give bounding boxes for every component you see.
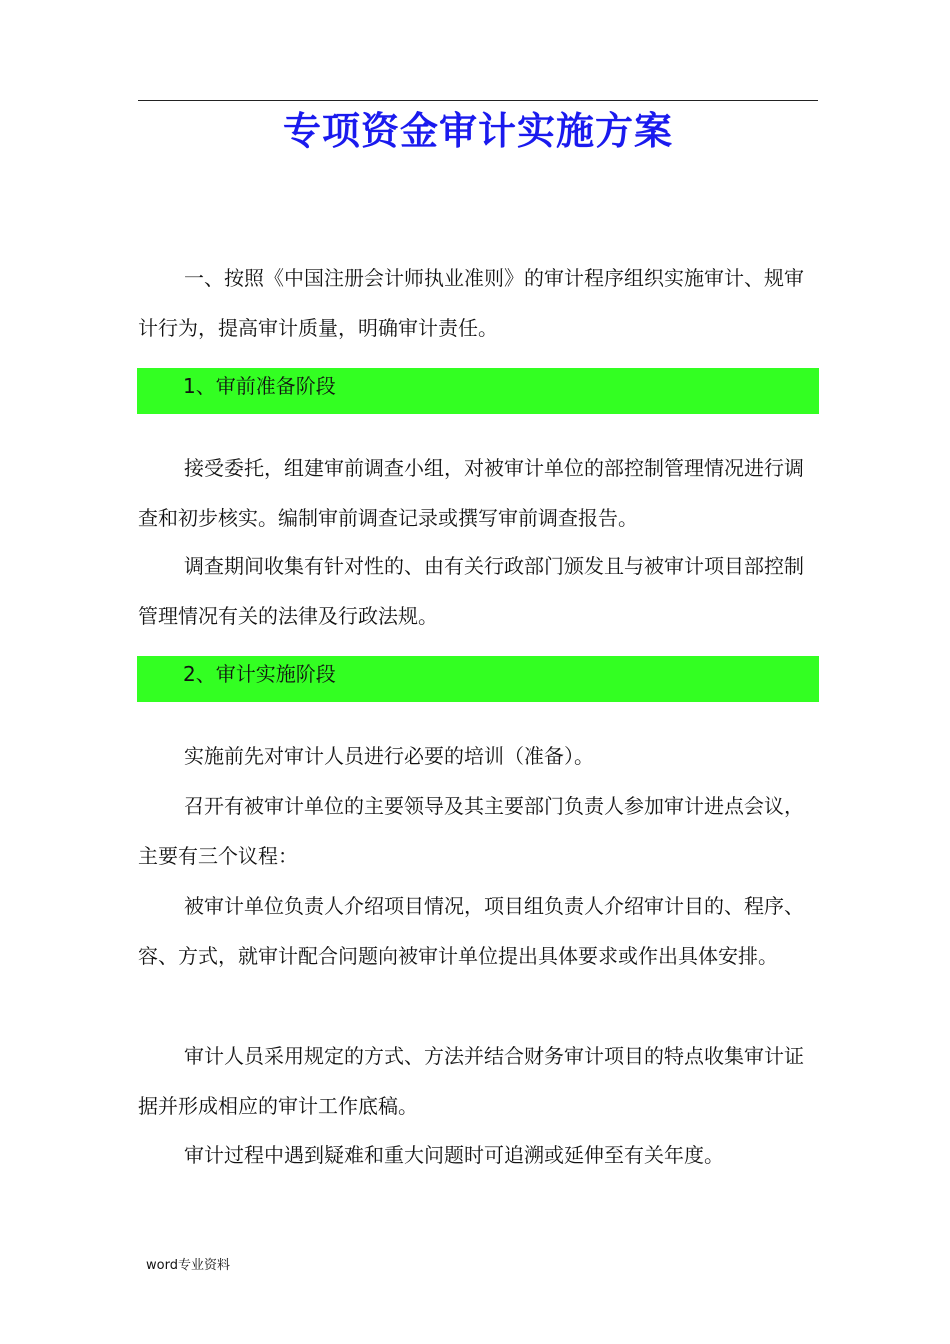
section-heading-1: [137, 368, 819, 414]
section1-paragraph-2: 调查期间收集有针对性的、由有关行政部门颁发且与被审计项目部控制管理情况有关的法律及行政法规。: [138, 554, 804, 628]
section1-paragraph-1: 接受委托，组建审前调查小组，对被审计单位的部控制管理情况进行调查和初步核实。编制审前调查记录或撰写审前调查报告。: [138, 456, 804, 530]
header-rule: [138, 100, 818, 101]
section2-paragraph-5: 审计过程中遇到疑难和重大问题时可追溯或延伸至有关年度。: [184, 1143, 724, 1167]
section-heading-2-label: 2、审计实施阶段: [183, 662, 336, 686]
page-footer: word专业资料: [146, 1258, 230, 1273]
document-title: 专项资金审计实施方案: [282, 109, 673, 153]
section2-paragraph-1: 实施前先对审计人员进行必要的培训（准备）。: [184, 744, 594, 768]
section-heading-2: [137, 656, 819, 702]
section2-paragraph-3: 被审计单位负责人介绍项目情况，项目组负责人介绍审计目的、程序、容、方式，就审计配合问题向被审计单位提出具体要求或作出具体安排。: [138, 894, 804, 968]
section2-paragraph-2: 召开有被审计单位的主要领导及其主要部门负责人参加审计进点会议，主要有三个议程：: [138, 794, 804, 868]
intro-paragraph: 一、按照《中国注册会计师执业准则》的审计程序组织实施审计、规审计行为，提高审计质量，明确审计责任。: [138, 266, 804, 340]
section-heading-1-label: 1、审前准备阶段: [183, 374, 336, 398]
section2-paragraph-4: 审计人员采用规定的方式、方法并结合财务审计项目的特点收集审计证据并形成相应的审计工作底稿。: [138, 1044, 804, 1118]
